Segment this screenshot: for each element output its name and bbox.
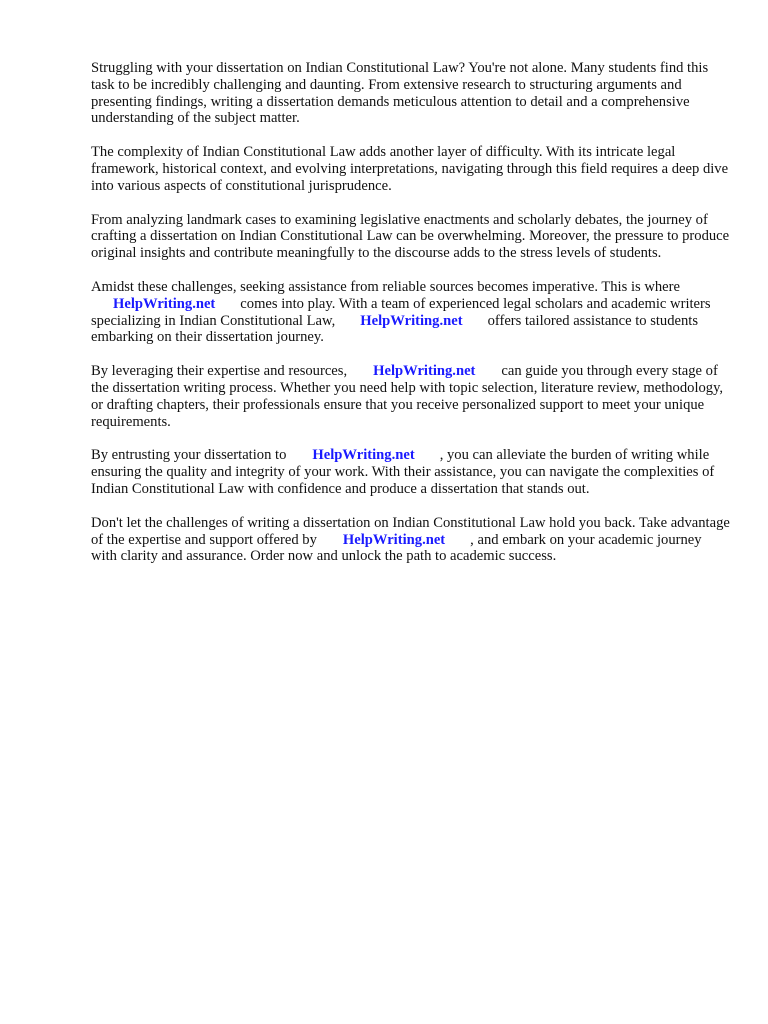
helpwriting-link-2[interactable]: HelpWriting.net <box>360 312 463 329</box>
paragraph-assistance-text-b: comes into play. With a team of experienced legal scholars and academic writers specializing in Indian Constitutional Law, <box>91 295 711 329</box>
paragraph-assistance-text-a: Amidst these challenges, seeking assistance from reliable sources becomes imperative. This is where <box>91 278 680 295</box>
paragraph-entrusting-text-a: By entrusting your dissertation to <box>91 447 287 464</box>
helpwriting-link-4[interactable]: HelpWriting.net <box>312 447 415 464</box>
paragraph-expertise-text-a: By leveraging their expertise and resources, <box>91 363 348 380</box>
paragraph-expertise <box>91 363 731 430</box>
paragraph-assistance-text-c: offers tailored assistance to students embarking on their dissertation journey. <box>91 312 699 346</box>
paragraph-intro-text: Struggling with your dissertation on Indian Constitutional Law? You're not alone. Many students find this task to be incredibly challenging and daunting. From extensive research to structuring arguments and presenting findings, writing a dissertation demands meticulous attention to detail and a comprehensive understanding of the subject matter. <box>91 60 709 127</box>
paragraph-complexity-text: The complexity of Indian Constitutional Law adds another layer of difficulty. With its intricate legal framework, historical context, and evolving interpretations, navigating through this field requires a deep dive into various aspects of constitutional jurisprudence. <box>91 144 729 194</box>
paragraph-closing <box>91 515 731 565</box>
paragraph-entrusting-text-b: , you can alleviate the burden of writing while ensuring the quality and integrity of your work. With their assistance, you can navigate the complexities of Indian Constitutional Law with confidence and produce a dissertation that stands out. <box>91 447 715 497</box>
paragraph-journey-text: From analyzing landmark cases to examining legislative enactments and scholarly debates, the journey of crafting a dissertation on Indian Constitutional Law can be overwhelming. Moreover, the pressure to produce original insights and contribute meaningfully to the discourse adds to the stress levels of students. <box>91 211 730 262</box>
helpwriting-link-3[interactable]: HelpWriting.net <box>373 363 476 380</box>
paragraph-assistance <box>91 279 731 346</box>
paragraph-journey <box>91 212 731 262</box>
paragraph-closing-text-b: , and embark on your academic journey with clarity and assurance. Order now and unlock the path to academic success. <box>91 531 702 565</box>
paragraph-intro <box>91 60 731 127</box>
paragraph-entrusting <box>91 447 731 497</box>
helpwriting-link-1[interactable]: HelpWriting.net <box>113 295 216 312</box>
document-page <box>91 60 731 582</box>
helpwriting-link-5[interactable]: HelpWriting.net <box>342 531 446 548</box>
paragraph-expertise-text-b: can guide you through every stage of the dissertation writing process. Whether you need help with topic selection, literature review, methodology, or drafting chapters, their professionals ensure that you receive personalized support to meet your unique requirements. <box>91 363 724 430</box>
paragraph-complexity <box>91 144 731 194</box>
paragraph-closing-text-a: Don't let the challenges of writing a dissertation on Indian Constitutional Law hold you back. Take advantage of the expertise and support offered by <box>91 514 730 548</box>
